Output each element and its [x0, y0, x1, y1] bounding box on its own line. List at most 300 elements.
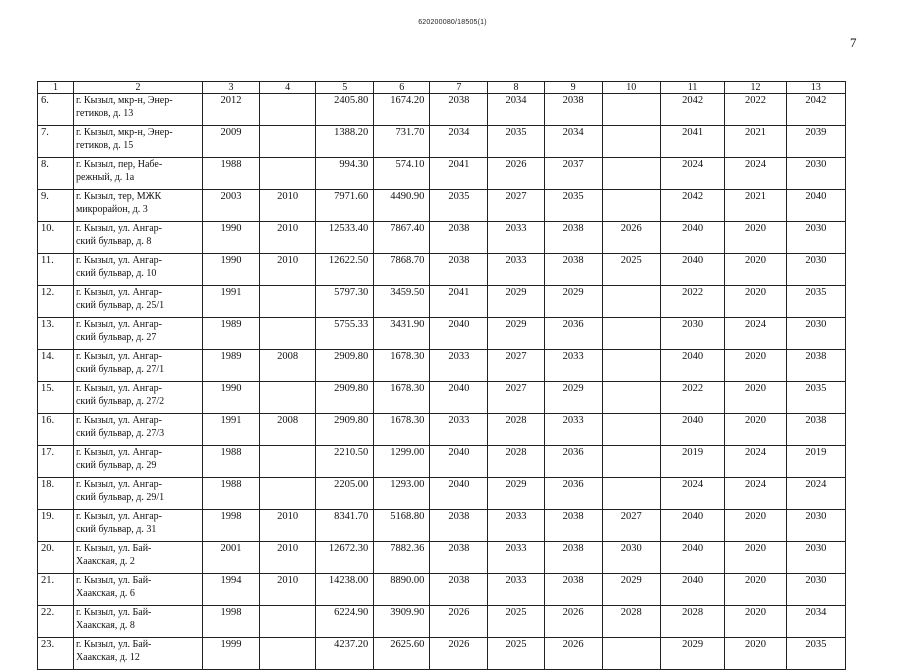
- cell-col-3: 1988: [202, 158, 259, 190]
- cell-col-7: 2033: [430, 350, 488, 382]
- cell-col-13: 2042: [786, 94, 845, 126]
- cell-col-7: 2033: [430, 414, 488, 446]
- cell-col-8: 2025: [488, 638, 544, 670]
- cell-col-4: [260, 382, 316, 414]
- cell-col-10: 2026: [602, 222, 660, 254]
- cell-col-11: 2042: [660, 190, 725, 222]
- column-header: 3: [202, 82, 259, 94]
- cell-col-11: 2040: [660, 222, 725, 254]
- cell-col-7: 2026: [430, 638, 488, 670]
- cell-col-9: 2038: [544, 574, 602, 606]
- cell-col-4: [260, 446, 316, 478]
- cell-col-3: 1998: [202, 510, 259, 542]
- address-cell: [73, 190, 202, 222]
- cell-col-13: 2030: [786, 158, 845, 190]
- cell-col-12: 2020: [725, 638, 786, 670]
- cell-col-8: 2033: [488, 254, 544, 286]
- cell-col-3: 1989: [202, 350, 259, 382]
- cell-col-9: 2029: [544, 382, 602, 414]
- cell-col-10: [602, 382, 660, 414]
- cell-col-6: 1299.00: [374, 446, 430, 478]
- cell-col-11: 2040: [660, 414, 725, 446]
- cell-col-12: 2021: [725, 190, 786, 222]
- cell-col-9: 2035: [544, 190, 602, 222]
- cell-col-8: 2029: [488, 286, 544, 318]
- row-number: 23.: [38, 638, 74, 670]
- cell-col-9: 2038: [544, 542, 602, 574]
- cell-col-12: 2024: [725, 446, 786, 478]
- row-number: 17.: [38, 446, 74, 478]
- address-line-2: ский бульвар, д. 27/1: [75, 363, 165, 375]
- cell-col-12: 2024: [725, 318, 786, 350]
- cell-col-13: 2035: [786, 382, 845, 414]
- cell-col-11: 2040: [660, 542, 725, 574]
- cell-col-12: 2022: [725, 94, 786, 126]
- row-number: 20.: [38, 542, 74, 574]
- row-number: 6.: [38, 94, 74, 126]
- cell-col-3: 1994: [202, 574, 259, 606]
- cell-col-13: 2030: [786, 318, 845, 350]
- cell-col-5: 1388.20: [316, 126, 374, 158]
- cell-col-9: 2026: [544, 606, 602, 638]
- cell-col-11: 2040: [660, 350, 725, 382]
- cell-col-7: 2034: [430, 126, 488, 158]
- cell-col-12: 2024: [725, 158, 786, 190]
- table-row: [38, 222, 846, 254]
- address-cell: [73, 286, 202, 318]
- column-header: 6: [374, 82, 430, 94]
- cell-col-6: 1678.30: [374, 382, 430, 414]
- table-row: [38, 158, 846, 190]
- address-cell: [73, 446, 202, 478]
- cell-col-8: 2029: [488, 318, 544, 350]
- cell-col-8: 2033: [488, 542, 544, 574]
- address-line-1: г. Кызыл, ул. Ангар-: [75, 287, 162, 298]
- address-line-1: г. Кызыл, ул. Ангар-: [75, 447, 162, 458]
- cell-col-11: 2028: [660, 606, 725, 638]
- cell-col-7: 2038: [430, 222, 488, 254]
- cell-col-9: 2033: [544, 350, 602, 382]
- cell-col-12: 2020: [725, 574, 786, 606]
- address-cell: [73, 254, 202, 286]
- address-line-1: г. Кызыл, ул. Бай-: [75, 639, 152, 650]
- cell-col-5: 6224.90: [316, 606, 374, 638]
- cell-col-5: 2210.50: [316, 446, 374, 478]
- cell-col-3: 1988: [202, 478, 259, 510]
- cell-col-12: 2020: [725, 382, 786, 414]
- cell-col-5: 994.30: [316, 158, 374, 190]
- cell-col-13: 2038: [786, 350, 845, 382]
- cell-col-4: 2010: [260, 542, 316, 574]
- cell-col-7: 2026: [430, 606, 488, 638]
- cell-col-10: 2029: [602, 574, 660, 606]
- cell-col-12: 2020: [725, 510, 786, 542]
- cell-col-12: 2020: [725, 222, 786, 254]
- cell-col-5: 12672.30: [316, 542, 374, 574]
- address-line-2: гетиков, д. 15: [75, 139, 134, 151]
- cell-col-13: 2040: [786, 190, 845, 222]
- address-line-1: г. Кызыл, ул. Бай-: [75, 575, 152, 586]
- cell-col-6: 1678.30: [374, 414, 430, 446]
- cell-col-13: 2030: [786, 574, 845, 606]
- cell-col-10: [602, 158, 660, 190]
- cell-col-5: 7971.60: [316, 190, 374, 222]
- address-line-1: г. Кызыл, ул. Ангар-: [75, 415, 162, 426]
- address-line-1: г. Кызыл, ул. Ангар-: [75, 319, 162, 330]
- cell-col-8: 2028: [488, 446, 544, 478]
- row-number: 15.: [38, 382, 74, 414]
- cell-col-8: 2035: [488, 126, 544, 158]
- address-line-1: г. Кызыл, ул. Ангар-: [75, 351, 162, 362]
- address-cell: [73, 542, 202, 574]
- address-cell: [73, 606, 202, 638]
- table-row: [38, 350, 846, 382]
- cell-col-11: 2029: [660, 638, 725, 670]
- row-number: 19.: [38, 510, 74, 542]
- address-cell: [73, 478, 202, 510]
- cell-col-4: [260, 478, 316, 510]
- cell-col-11: 2040: [660, 574, 725, 606]
- row-number: 21.: [38, 574, 74, 606]
- cell-col-10: 2027: [602, 510, 660, 542]
- cell-col-3: 2009: [202, 126, 259, 158]
- address-line-2: микрорайон, д. 3: [75, 203, 148, 215]
- document-id: 620200080/18505(1): [418, 19, 487, 26]
- cell-col-7: 2041: [430, 286, 488, 318]
- cell-col-6: 1674.20: [374, 94, 430, 126]
- cell-col-10: [602, 94, 660, 126]
- address-cell: [73, 510, 202, 542]
- cell-col-8: 2029: [488, 478, 544, 510]
- column-header: 2: [73, 82, 202, 94]
- cell-col-5: 14238.00: [316, 574, 374, 606]
- cell-col-4: 2008: [260, 414, 316, 446]
- address-line-2: ский бульвар, д. 29/1: [75, 491, 165, 503]
- row-number: 8.: [38, 158, 74, 190]
- address-line-1: г. Кызыл, ул. Бай-: [75, 607, 152, 618]
- cell-col-6: 1678.30: [374, 350, 430, 382]
- address-line-1: г. Кызыл, ул. Ангар-: [75, 383, 162, 394]
- cell-col-13: 2030: [786, 254, 845, 286]
- cell-col-3: 2012: [202, 94, 259, 126]
- cell-col-8: 2027: [488, 382, 544, 414]
- cell-col-4: 2010: [260, 222, 316, 254]
- address-line-2: Хаакская, д. 2: [75, 555, 135, 567]
- cell-col-6: 2625.60: [374, 638, 430, 670]
- cell-col-5: 5797.30: [316, 286, 374, 318]
- cell-col-4: 2010: [260, 510, 316, 542]
- cell-col-11: 2040: [660, 254, 725, 286]
- row-number: 9.: [38, 190, 74, 222]
- cell-col-3: 2003: [202, 190, 259, 222]
- row-number: 10.: [38, 222, 74, 254]
- column-header: 5: [316, 82, 374, 94]
- table-row: [38, 94, 846, 126]
- cell-col-5: 4237.20: [316, 638, 374, 670]
- cell-col-9: 2038: [544, 510, 602, 542]
- cell-col-4: 2010: [260, 254, 316, 286]
- cell-col-10: [602, 478, 660, 510]
- cell-col-10: [602, 414, 660, 446]
- cell-col-6: 4490.90: [374, 190, 430, 222]
- cell-col-5: 2405.80: [316, 94, 374, 126]
- cell-col-8: 2028: [488, 414, 544, 446]
- cell-col-4: 2008: [260, 350, 316, 382]
- cell-col-3: 1990: [202, 222, 259, 254]
- cell-col-8: 2033: [488, 574, 544, 606]
- cell-col-6: 574.10: [374, 158, 430, 190]
- column-header: 13: [786, 82, 845, 94]
- cell-col-9: 2038: [544, 254, 602, 286]
- cell-col-4: [260, 126, 316, 158]
- cell-col-10: 2028: [602, 606, 660, 638]
- table-row: [38, 126, 846, 158]
- cell-col-6: 3431.90: [374, 318, 430, 350]
- page-number: 7: [850, 35, 857, 50]
- cell-col-4: [260, 606, 316, 638]
- cell-col-12: 2020: [725, 606, 786, 638]
- row-number: 12.: [38, 286, 74, 318]
- cell-col-5: 2205.00: [316, 478, 374, 510]
- column-header: 1: [38, 82, 74, 94]
- row-number: 11.: [38, 254, 74, 286]
- cell-col-6: 7867.40: [374, 222, 430, 254]
- address-line-2: Хаакская, д. 12: [75, 651, 140, 663]
- cell-col-3: 1998: [202, 606, 259, 638]
- column-number-row: [38, 82, 846, 94]
- table-row: [38, 446, 846, 478]
- cell-col-7: 2038: [430, 254, 488, 286]
- cell-col-4: [260, 638, 316, 670]
- address-line-2: Хаакская, д. 8: [75, 619, 135, 631]
- address-line-2: ский бульвар, д. 27/2: [75, 395, 165, 407]
- column-header: 4: [260, 82, 316, 94]
- cell-col-13: 2019: [786, 446, 845, 478]
- cell-col-9: 2036: [544, 478, 602, 510]
- cell-col-9: 2036: [544, 318, 602, 350]
- table-row: [38, 254, 846, 286]
- address-line-2: ский бульвар, д. 29: [75, 459, 157, 471]
- cell-col-10: [602, 638, 660, 670]
- row-number: 16.: [38, 414, 74, 446]
- cell-col-11: 2019: [660, 446, 725, 478]
- cell-col-7: 2040: [430, 318, 488, 350]
- table-row: [38, 542, 846, 574]
- cell-col-10: [602, 286, 660, 318]
- cell-col-13: 2030: [786, 510, 845, 542]
- cell-col-3: 1990: [202, 254, 259, 286]
- cell-col-6: 7882.36: [374, 542, 430, 574]
- column-header: 10: [602, 82, 660, 94]
- cell-col-5: 5755.33: [316, 318, 374, 350]
- address-line-2: ский бульвар, д. 27: [75, 331, 157, 343]
- cell-col-4: 2010: [260, 190, 316, 222]
- cell-col-11: 2022: [660, 286, 725, 318]
- cell-col-8: 2034: [488, 94, 544, 126]
- row-number: 18.: [38, 478, 74, 510]
- row-number: 7.: [38, 126, 74, 158]
- cell-col-10: [602, 446, 660, 478]
- cell-col-6: 1293.00: [374, 478, 430, 510]
- table-row: [38, 190, 846, 222]
- cell-col-3: 1999: [202, 638, 259, 670]
- table-row: [38, 286, 846, 318]
- cell-col-3: 1990: [202, 382, 259, 414]
- cell-col-13: 2024: [786, 478, 845, 510]
- table-row: [38, 606, 846, 638]
- table-row: [38, 318, 846, 350]
- cell-col-11: 2041: [660, 126, 725, 158]
- row-number: 14.: [38, 350, 74, 382]
- cell-col-7: 2040: [430, 446, 488, 478]
- cell-col-12: 2020: [725, 254, 786, 286]
- address-line-2: режный, д. 1а: [75, 171, 135, 183]
- cell-col-6: 8890.00: [374, 574, 430, 606]
- row-number: 13.: [38, 318, 74, 350]
- cell-col-11: 2022: [660, 382, 725, 414]
- column-header: 8: [488, 82, 544, 94]
- cell-col-12: 2020: [725, 542, 786, 574]
- cell-col-4: [260, 94, 316, 126]
- cell-col-5: 8341.70: [316, 510, 374, 542]
- address-line-2: ский бульвар, д. 10: [75, 267, 157, 279]
- address-cell: [73, 318, 202, 350]
- cell-col-10: 2025: [602, 254, 660, 286]
- cell-col-4: [260, 286, 316, 318]
- address-line-2: ский бульвар, д. 25/1: [75, 299, 165, 311]
- address-line-1: г. Кызыл, ул. Бай-: [75, 543, 152, 554]
- cell-col-8: 2026: [488, 158, 544, 190]
- address-line-2: гетиков, д. 13: [75, 107, 134, 119]
- address-cell: [73, 414, 202, 446]
- address-line-1: г. Кызыл, мкр-н, Энер-: [75, 95, 173, 106]
- cell-col-9: 2033: [544, 414, 602, 446]
- address-cell: [73, 126, 202, 158]
- cell-col-13: 2039: [786, 126, 845, 158]
- cell-col-11: 2024: [660, 158, 725, 190]
- cell-col-9: 2034: [544, 126, 602, 158]
- address-line-1: г. Кызыл, ул. Ангар-: [75, 479, 162, 490]
- cell-col-3: 2001: [202, 542, 259, 574]
- cell-col-9: 2037: [544, 158, 602, 190]
- cell-col-7: 2040: [430, 382, 488, 414]
- cell-col-6: 731.70: [374, 126, 430, 158]
- cell-col-5: 2909.80: [316, 382, 374, 414]
- address-cell: [73, 158, 202, 190]
- address-line-1: г. Кызыл, ул. Ангар-: [75, 223, 162, 234]
- cell-col-12: 2021: [725, 126, 786, 158]
- table-row: [38, 478, 846, 510]
- cell-col-8: 2033: [488, 510, 544, 542]
- cell-col-7: 2038: [430, 574, 488, 606]
- cell-col-5: 2909.80: [316, 414, 374, 446]
- row-number: 22.: [38, 606, 74, 638]
- cell-col-7: 2041: [430, 158, 488, 190]
- cell-col-13: 2034: [786, 606, 845, 638]
- cell-col-9: 2038: [544, 222, 602, 254]
- cell-col-8: 2033: [488, 222, 544, 254]
- column-header: 11: [660, 82, 725, 94]
- cell-col-9: 2038: [544, 94, 602, 126]
- cell-col-13: 2035: [786, 638, 845, 670]
- cell-col-6: 5168.80: [374, 510, 430, 542]
- address-cell: [73, 638, 202, 670]
- housing-register-table: [37, 81, 846, 670]
- cell-col-13: 2035: [786, 286, 845, 318]
- table-row: [38, 414, 846, 446]
- cell-col-4: [260, 318, 316, 350]
- cell-col-10: [602, 190, 660, 222]
- cell-col-13: 2030: [786, 222, 845, 254]
- address-line-1: г. Кызыл, мкр-н, Энер-: [75, 127, 173, 138]
- table-row: [38, 382, 846, 414]
- cell-col-5: 12533.40: [316, 222, 374, 254]
- cell-col-8: 2027: [488, 350, 544, 382]
- table-body: [38, 94, 846, 670]
- cell-col-5: 12622.50: [316, 254, 374, 286]
- address-cell: [73, 574, 202, 606]
- cell-col-4: 2010: [260, 574, 316, 606]
- column-header: 12: [725, 82, 786, 94]
- cell-col-11: 2024: [660, 478, 725, 510]
- cell-col-6: 3909.90: [374, 606, 430, 638]
- cell-col-10: [602, 318, 660, 350]
- address-line-2: ский бульвар, д. 27/3: [75, 427, 165, 439]
- cell-col-12: 2024: [725, 478, 786, 510]
- cell-col-7: 2038: [430, 510, 488, 542]
- cell-col-3: 1991: [202, 414, 259, 446]
- address-line-1: г. Кызыл, ул. Ангар-: [75, 511, 162, 522]
- cell-col-8: 2027: [488, 190, 544, 222]
- cell-col-7: 2038: [430, 94, 488, 126]
- cell-col-6: 3459.50: [374, 286, 430, 318]
- address-line-1: г. Кызыл, тер, МЖК: [75, 191, 162, 202]
- address-line-2: ский бульвар, д. 31: [75, 523, 157, 535]
- table-row: [38, 574, 846, 606]
- address-line-2: ский бульвар, д. 8: [75, 235, 152, 247]
- table-row: [38, 510, 846, 542]
- cell-col-13: 2030: [786, 542, 845, 574]
- address-line-1: г. Кызыл, пер, Набе-: [75, 159, 163, 170]
- address-cell: [73, 382, 202, 414]
- cell-col-7: 2038: [430, 542, 488, 574]
- cell-col-9: 2029: [544, 286, 602, 318]
- cell-col-5: 2909.80: [316, 350, 374, 382]
- cell-col-3: 1988: [202, 446, 259, 478]
- cell-col-9: 2036: [544, 446, 602, 478]
- cell-col-10: 2030: [602, 542, 660, 574]
- address-cell: [73, 350, 202, 382]
- cell-col-11: 2042: [660, 94, 725, 126]
- cell-col-11: 2040: [660, 510, 725, 542]
- cell-col-4: [260, 158, 316, 190]
- cell-col-12: 2020: [725, 350, 786, 382]
- address-line-2: Хаакская, д. 6: [75, 587, 135, 599]
- cell-col-12: 2020: [725, 414, 786, 446]
- cell-col-3: 1989: [202, 318, 259, 350]
- address-cell: [73, 94, 202, 126]
- cell-col-9: 2026: [544, 638, 602, 670]
- cell-col-10: [602, 350, 660, 382]
- cell-col-7: 2040: [430, 478, 488, 510]
- table-row: [38, 638, 846, 670]
- address-cell: [73, 222, 202, 254]
- address-line-1: г. Кызыл, ул. Ангар-: [75, 255, 162, 266]
- cell-col-13: 2038: [786, 414, 845, 446]
- cell-col-3: 1991: [202, 286, 259, 318]
- cell-col-11: 2030: [660, 318, 725, 350]
- cell-col-7: 2035: [430, 190, 488, 222]
